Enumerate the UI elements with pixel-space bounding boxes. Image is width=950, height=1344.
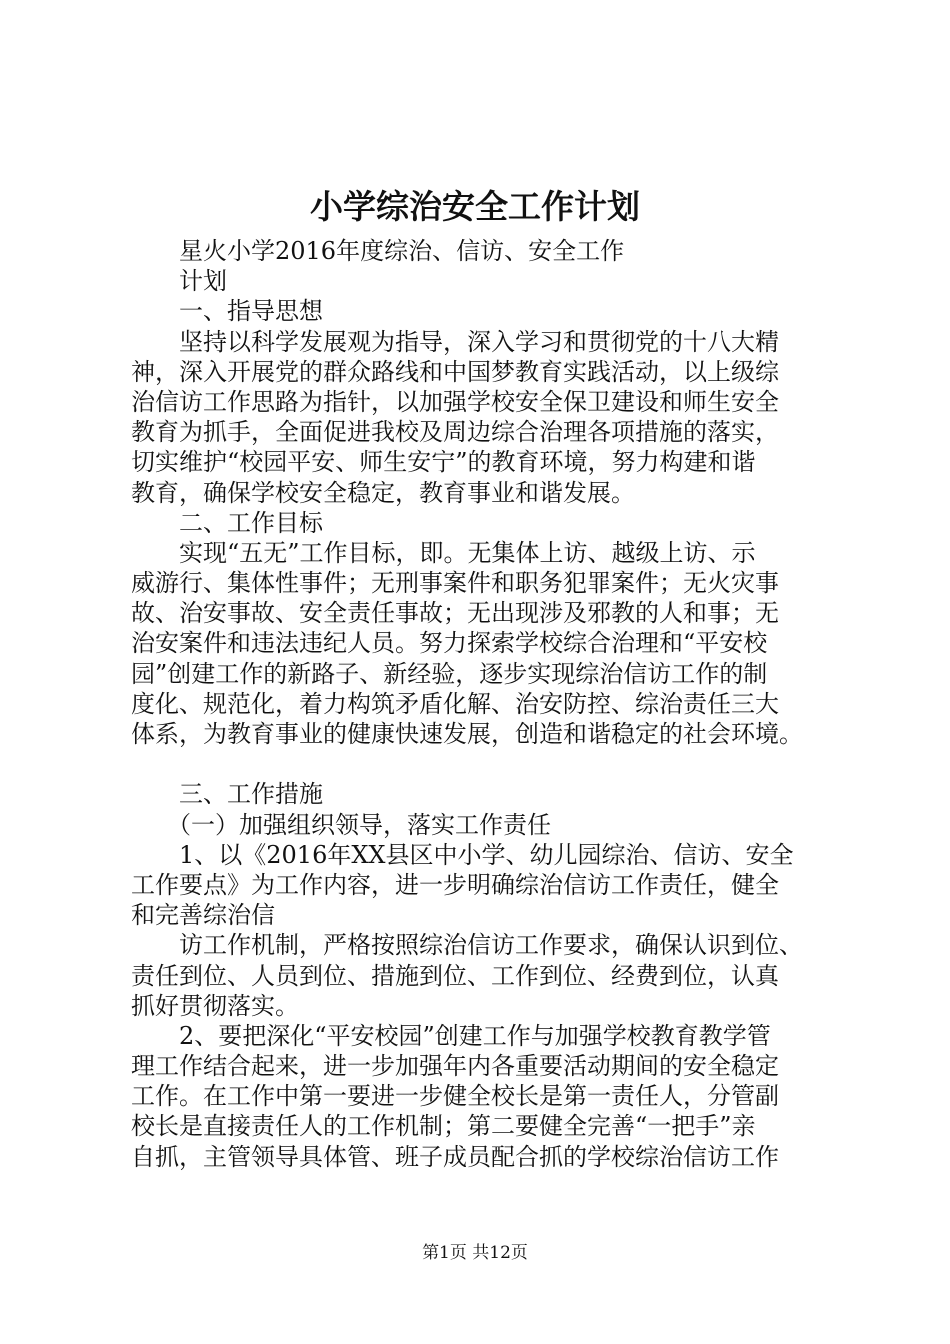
- text-line: 体系，为教育事业的健康快速发展，创造和谐稳定的社会环境。: [131, 720, 803, 748]
- text-line: 理工作结合起来，进一步加强年内各重要活动期间的安全稳定: [131, 1052, 779, 1081]
- text-line: 切实维护“校园平安、师生安宁”的教育环境，努力构建和谐: [131, 448, 756, 477]
- text-line: 神，深入开展党的群众路线和中国梦教育实践活动，以上级综: [131, 357, 779, 386]
- text-line: 威游行、集体性事件；无刑事案件和职务犯罪案件；无火灾事: [131, 569, 779, 598]
- subsection-heading: （一）加强组织领导，落实工作责任: [167, 810, 551, 839]
- section-heading: 三、工作措施: [179, 780, 323, 809]
- text-line: 治安案件和违法违纪人员。努力探索学校综合治理和“平安校: [131, 629, 768, 658]
- text-line: 计划: [179, 267, 227, 296]
- text-line: 访工作机制，严格按照综治信访工作要求，确保认识到位、: [179, 931, 803, 960]
- text-line: 校长是直接责任人的工作机制；第二要健全完善“一把手”亲: [131, 1112, 756, 1141]
- section-heading: 二、工作目标: [179, 508, 323, 537]
- text-line: 教育为抓手，全面促进我校及周边综合治理各项措施的落实，: [131, 418, 779, 447]
- text-line: 教育，确保学校安全稳定，教育事业和谐发展。: [131, 478, 635, 507]
- text-line: 2、要把深化“平安校园”创建工作与加强学校教育教学管: [179, 1021, 771, 1050]
- page-number: 第1页 共12页: [422, 1243, 528, 1263]
- text-line: 实现“五无”工作目标，即。无集体上访、越级上访、示: [179, 538, 756, 567]
- text-line: 责任到位、人员到位、措施到位、工作到位、经费到位，认真: [131, 961, 779, 990]
- text-line: 和完善综治信: [131, 901, 275, 930]
- section-heading: 一、指导思想: [179, 297, 323, 326]
- text-line: 故、治安事故、安全责任事故；无出现涉及邪教的人和事；无: [131, 599, 779, 628]
- blank-line: [131, 749, 831, 779]
- text-line: 坚持以科学发展观为指导，深入学习和贯彻党的十八大精: [179, 327, 779, 356]
- document-body: [131, 236, 831, 1172]
- text-line: 工作。在工作中第一要进一步健全校长是第一责任人，分管副: [131, 1082, 779, 1111]
- text-line: 1、以《2016年XX县区中小学、幼儿园综治、信访、安全: [179, 840, 794, 869]
- text-line: 星火小学2016年度综治、信访、安全工作: [179, 237, 625, 265]
- text-line: 抓好贯彻落实。: [131, 991, 299, 1020]
- text-line: 园”创建工作的新路子、新经验，逐步实现综治信访工作的制: [131, 659, 768, 688]
- text-line: 治信访工作思路为指针，以加强学校安全保卫建设和师生安全: [131, 387, 779, 416]
- text-line: 工作要点》为工作内容，进一步明确综治信访工作责任，健全: [131, 870, 779, 899]
- text-line: 自抓，主管领导具体管、班子成员配合抓的学校综治信访工作: [131, 1142, 779, 1171]
- document-title: 小学综治安全工作计划: [310, 187, 640, 226]
- text-line: 度化、规范化，着力构筑矛盾化解、治安防控、综治责任三大: [131, 689, 779, 718]
